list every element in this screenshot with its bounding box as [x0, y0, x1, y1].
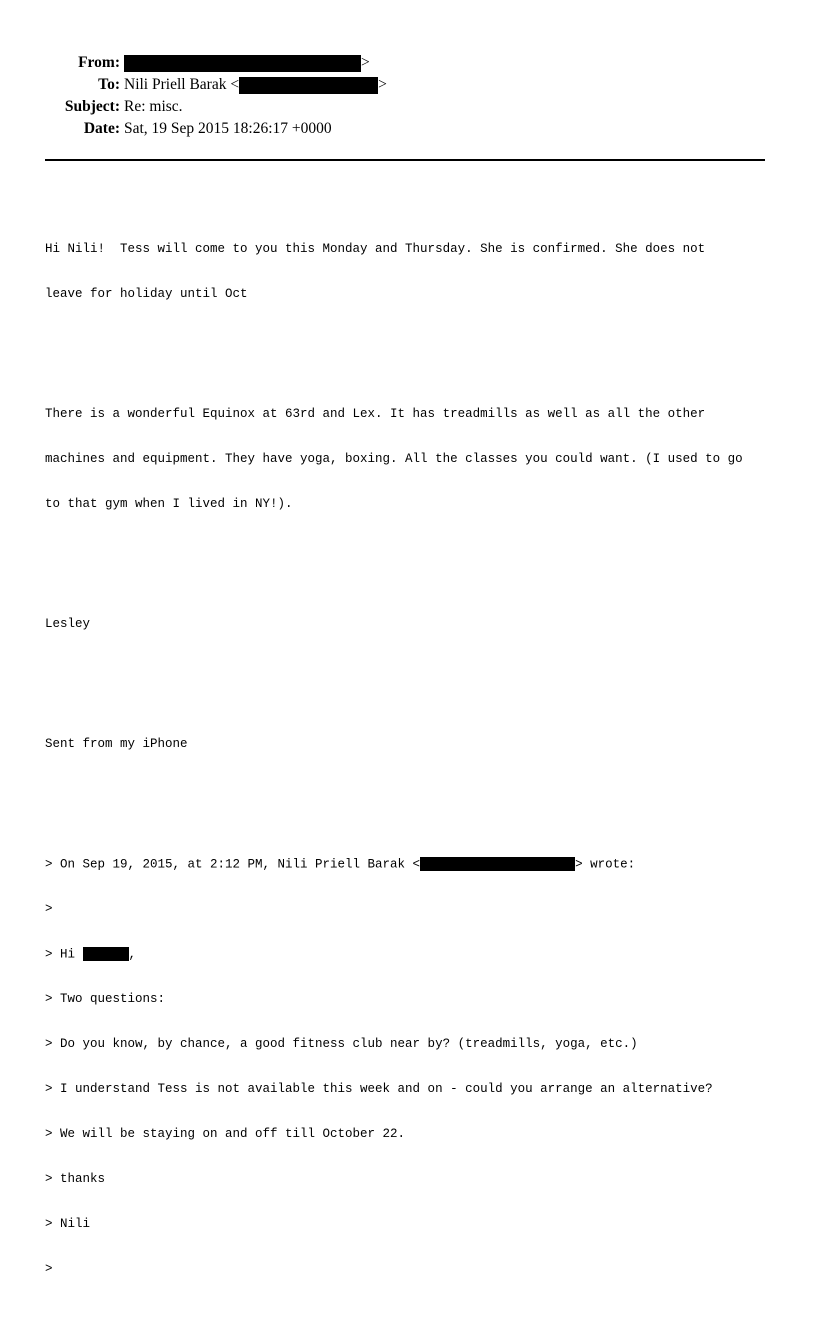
body-line: machines and equipment. They have yoga, boxing. All the classes you could want. (I used to go — [45, 452, 743, 466]
quoted-line: > — [45, 1262, 53, 1276]
redaction-box — [420, 857, 575, 871]
signature-line: Lesley — [45, 617, 91, 631]
quoted-line: > Do you know, by chance, a good fitness club near by? (treadmills, yoga, etc.) — [45, 1037, 638, 1051]
redaction-box — [83, 947, 129, 961]
subject-label: Subject: — [64, 98, 120, 115]
body-line: Hi Nili! Tess will come to you this Monday and Thursday. She is confirmed. She does not — [45, 242, 706, 256]
quoted-greeting — [45, 947, 785, 962]
body-line: to that gym when I lived in NY!). — [45, 497, 293, 511]
subject-value: Re: misc. — [124, 98, 183, 115]
quoted-line: > thanks — [45, 1172, 106, 1186]
attribution-suffix: > wrote: — [575, 857, 636, 872]
quoted-line: > I understand Tess is not available this week and on - could you arrange an alternative? — [45, 1082, 713, 1096]
quoted-line: > — [45, 902, 53, 916]
body-line: There is a wonderful Equinox at 63rd and Lex. It has treadmills as well as all the other — [45, 407, 706, 421]
from-label: From: — [78, 54, 120, 71]
redaction-box — [239, 77, 378, 94]
date-label: Date: — [83, 120, 120, 137]
greeting-prefix: > Hi — [45, 947, 83, 962]
to-value — [124, 74, 387, 96]
quoted-message — [45, 827, 785, 1307]
from-suffix: > — [361, 54, 370, 71]
quoted-line: > We will be staying on and off till October 22. — [45, 1127, 406, 1141]
body-paragraph — [45, 377, 785, 542]
to-suffix: > — [378, 76, 387, 93]
to-name: Nili Priell Barak < — [124, 76, 240, 93]
attribution-prefix: > On Sep 19, 2015, at 2:12 PM, Nili Priell Barak < — [45, 857, 421, 872]
header-divider — [45, 159, 765, 161]
quoted-attribution — [45, 857, 785, 872]
to-label: To: — [98, 76, 120, 93]
sent-from-line: Sent from my iPhone — [45, 737, 188, 751]
greeting-suffix: , — [128, 947, 137, 962]
signature — [45, 587, 785, 662]
body-paragraph — [45, 212, 785, 332]
date-value: Sat, 19 Sep 2015 18:26:17 +0000 — [124, 120, 332, 137]
sent-from — [45, 707, 785, 782]
body-line: leave for holiday until Oct — [45, 287, 248, 301]
email-body — [45, 182, 785, 1337]
quoted-line: > Nili — [45, 1217, 91, 1231]
from-value — [124, 52, 370, 74]
quoted-line: > Two questions: — [45, 992, 166, 1006]
redaction-box — [124, 55, 361, 72]
